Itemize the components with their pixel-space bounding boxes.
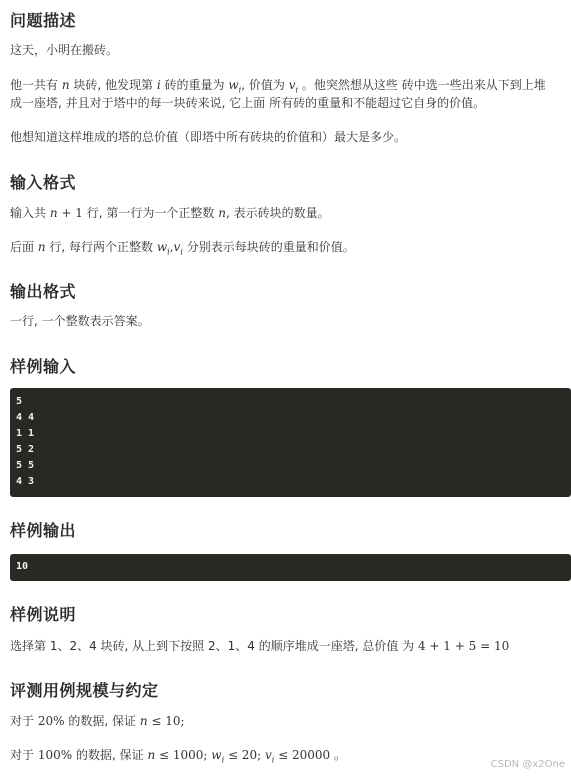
section-title-output: 输出格式 (10, 282, 77, 301)
var-i: i (156, 78, 161, 92)
problem-paragraph-2-line-1: 他一共有 n 块砖, 他发现第 i 砖的重量为 $w_i$, 价值为 $v_i$ 。他突然想从这些 砖中选一些出来从下到上堆 (10, 78, 546, 95)
output-line: 一行, 一个整数表示答案。 (10, 314, 150, 328)
var-vi: $v_i$ (288, 78, 299, 95)
var-wi: $w_i$ (228, 78, 242, 95)
code-line: 5 5 (16, 460, 35, 471)
code-line: 5 2 (16, 444, 35, 455)
var-n: n (61, 78, 70, 92)
explain-line: 选择第 1、2、4 块砖, 从上到下按照 2、1、4 的顺序堆成一座塔, 总价值 为 4 + 1 + 5 = 10 (10, 639, 510, 653)
code-line: 4 3 (16, 476, 35, 487)
section-title-sample-output: 样例输出 (10, 521, 77, 540)
code-line: 4 4 (16, 412, 35, 423)
code-line: 10 (16, 561, 29, 572)
problem-paragraph-2-line-2: 成一座塔, 并且对于塔中的每一块砖来说, 它上面 所有砖的重量和不能超过它自身的价值。 (10, 96, 486, 110)
section-title-problem: 问题描述 (10, 11, 77, 30)
sample-output-code-block (10, 554, 571, 581)
limits-line-1: 对于 20% 的数据, 保证 n ≤ 10; (10, 714, 185, 728)
limits-line-2: 对于 100% 的数据, 保证 n ≤ 1000; $w_i \le 20$; $v_i \le 20000$ 。 (10, 748, 346, 765)
sample-input-code-block (10, 388, 571, 497)
input-line-2: 后面 n 行, 每行两个正整数 $w_i,v_i$ 分别表示每块砖的重量和价值。 (10, 240, 355, 257)
problem-line-3: 他想知道这样堆成的塔的总价值（即塔中所有砖块的价值和）最大是多少。 (10, 130, 407, 144)
code-line: 5 (16, 396, 23, 407)
input-line-1: 输入共 n + 1 行, 第一行为一个正整数 n, 表示砖块的数量。 (10, 206, 330, 220)
section-title-explain: 样例说明 (10, 605, 77, 624)
section-title-limits: 评测用例规模与约定 (10, 681, 159, 700)
problem-line-1: 这天，小明在搬砖。 (10, 43, 119, 57)
section-title-input: 输入格式 (10, 173, 77, 192)
watermark: CSDN @x2One (490, 759, 565, 770)
section-title-sample-input: 样例输入 (10, 357, 77, 376)
code-line: 1 1 (16, 428, 35, 439)
